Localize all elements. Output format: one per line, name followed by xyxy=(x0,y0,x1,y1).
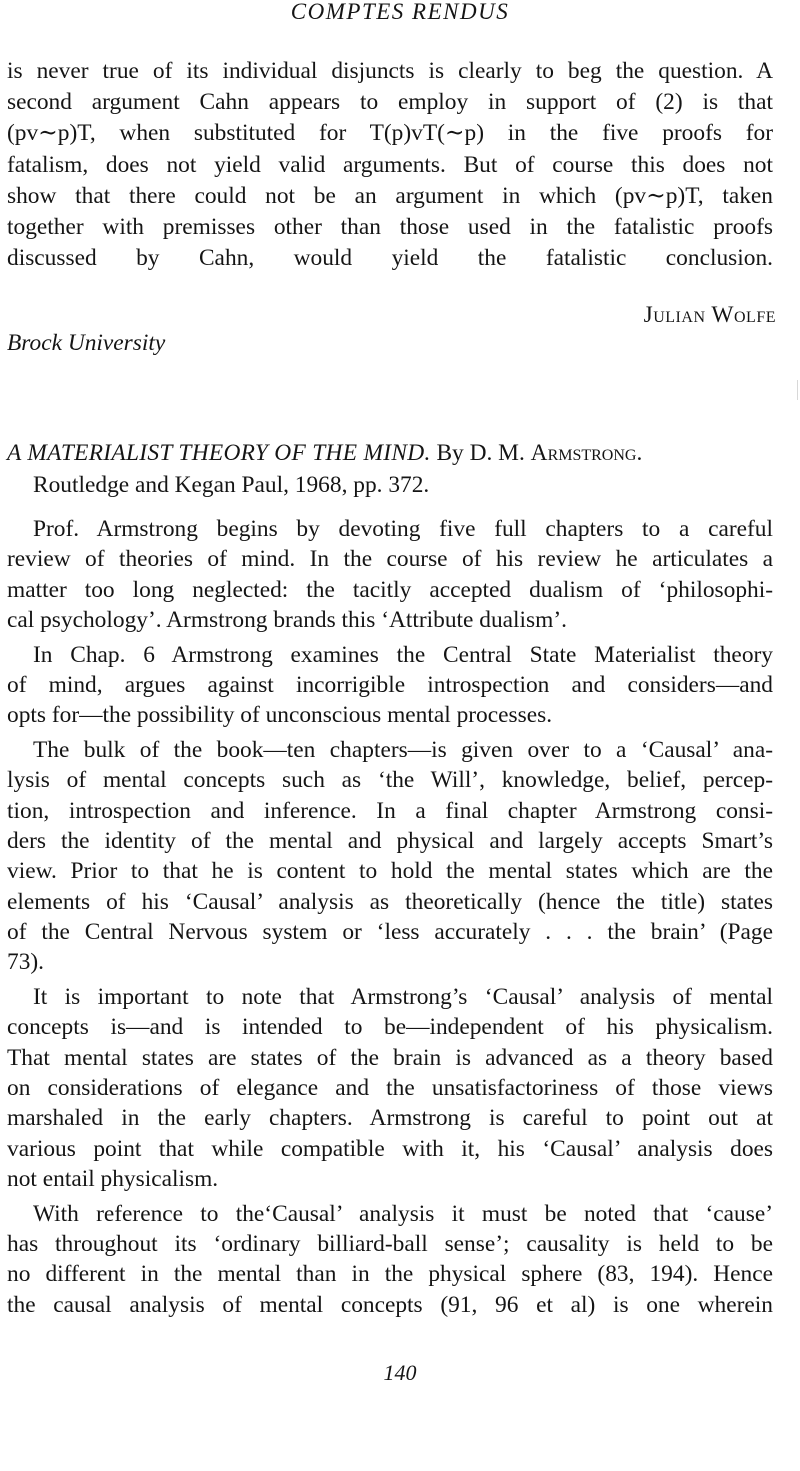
text-line: review of theories of mind. In the course of his review he articulates a xyxy=(7,546,773,573)
text-line: The bulk of the book—ten chapters—is given over to a ‘Causal’ ana- xyxy=(33,736,773,763)
text-line: (pv∼p)T, when substituted for T(p)vT(∼p) in the five proofs for xyxy=(7,120,773,147)
book-title: A MATERIALIST THEORY OF THE MIND. xyxy=(7,440,431,466)
text-line: It is important to note that Armstrong’s ‘Causal’ analysis of mental xyxy=(33,983,773,1010)
running-head: COMPTES RENDUS xyxy=(290,0,510,24)
text-line: of the Central Nervous system or ‘less accurately . . . the brain’ (Page xyxy=(7,919,773,946)
opening-paragraph xyxy=(7,56,773,274)
paragraph xyxy=(7,514,773,636)
text-line: no different in the mental than in the physical sphere (83, 194). Hence xyxy=(7,1261,773,1288)
text-line: various point that while compatible with it, his ‘Causal’ analysis does xyxy=(7,1135,773,1162)
text-line: cal psychology’. Armstrong brands this ‘Attribute dualism’. xyxy=(7,607,567,634)
text-line: is never true of its individual disjuncts is clearly to beg the question. A xyxy=(7,58,773,84)
text-line: of mind, argues against incorrigible introspection and considers—and xyxy=(7,671,773,698)
text-line: discussed by Cahn, would yield the fatalistic conclusion. xyxy=(7,245,773,272)
text-line: concepts is—and is intended to be—independent of his physicalism. xyxy=(7,1014,773,1041)
text-line: tion, introspection and inference. In a final chapter Armstrong consi- xyxy=(7,797,773,824)
text-line: That mental states are states of the brain is advanced as a theory based xyxy=(7,1044,773,1071)
text-line: elements of his ‘Causal’ analysis as theoretically (hence the title) states xyxy=(7,888,773,915)
text-line: lysis of mental concepts such as ‘the Will’, knowledge, belief, percep- xyxy=(7,767,773,794)
text-line: second argument Cahn appears to employ in support of (2) is that xyxy=(7,89,773,116)
paragraph xyxy=(7,735,773,978)
text-line: Prof. Armstrong begins by devoting five full chapters to a careful xyxy=(33,516,773,542)
text-line: In Chap. 6 Armstrong examines the Central State Materialist theory xyxy=(33,641,773,668)
text-line: 73). xyxy=(7,949,45,976)
text-line: not entail physicalism. xyxy=(7,1166,219,1193)
paragraph xyxy=(7,982,773,1195)
text-line: With reference to the‘Causal’ analysis it must be noted that ‘cause’ xyxy=(33,1200,773,1227)
book-author: Armstrong. xyxy=(530,440,643,466)
margin-mark xyxy=(797,380,798,400)
text-line: has throughout its ‘ordinary billiard-ball sense’; causality is held to be xyxy=(7,1230,773,1257)
text-line: marshaled in the early chapters. Armstrong is careful to point out at xyxy=(7,1105,773,1132)
page-number: 140 xyxy=(383,1360,417,1385)
by-text: By D. M. xyxy=(430,440,531,466)
review-heading xyxy=(7,438,773,469)
paragraph xyxy=(7,1199,773,1321)
publication-info: Routledge and Kegan Paul, 1968, pp. 372. xyxy=(33,472,430,498)
text-line: fatalism, does not yield valid arguments. But of course this does not xyxy=(7,151,773,178)
text-line: matter too long neglected: the tacitly accepted dualism of ‘philosophi- xyxy=(7,576,773,603)
text-line: show that there could not be an argument in which (pv∼p)T, taken xyxy=(7,182,773,209)
paragraph xyxy=(7,640,773,731)
text-line: ders the identity of the mental and physical and largely accepts Smart’s xyxy=(7,827,773,854)
text-line: on considerations of elegance and the unsatisfactoriness of those views xyxy=(7,1075,773,1102)
author-affiliation: Brock University xyxy=(7,330,166,356)
text-line: opts for—the possibility of unconscious mental processes. xyxy=(7,702,553,729)
author-signature: Julian Wolfe xyxy=(643,302,776,328)
text-line: together with premisses other than those used in the fatalistic proofs xyxy=(7,213,773,240)
review-body xyxy=(7,514,773,1324)
text-line: view. Prior to that he is content to hold the mental states which are the xyxy=(7,858,773,885)
text-line: the causal analysis of mental concepts (91, 96 et al) is one wherein xyxy=(7,1291,773,1318)
